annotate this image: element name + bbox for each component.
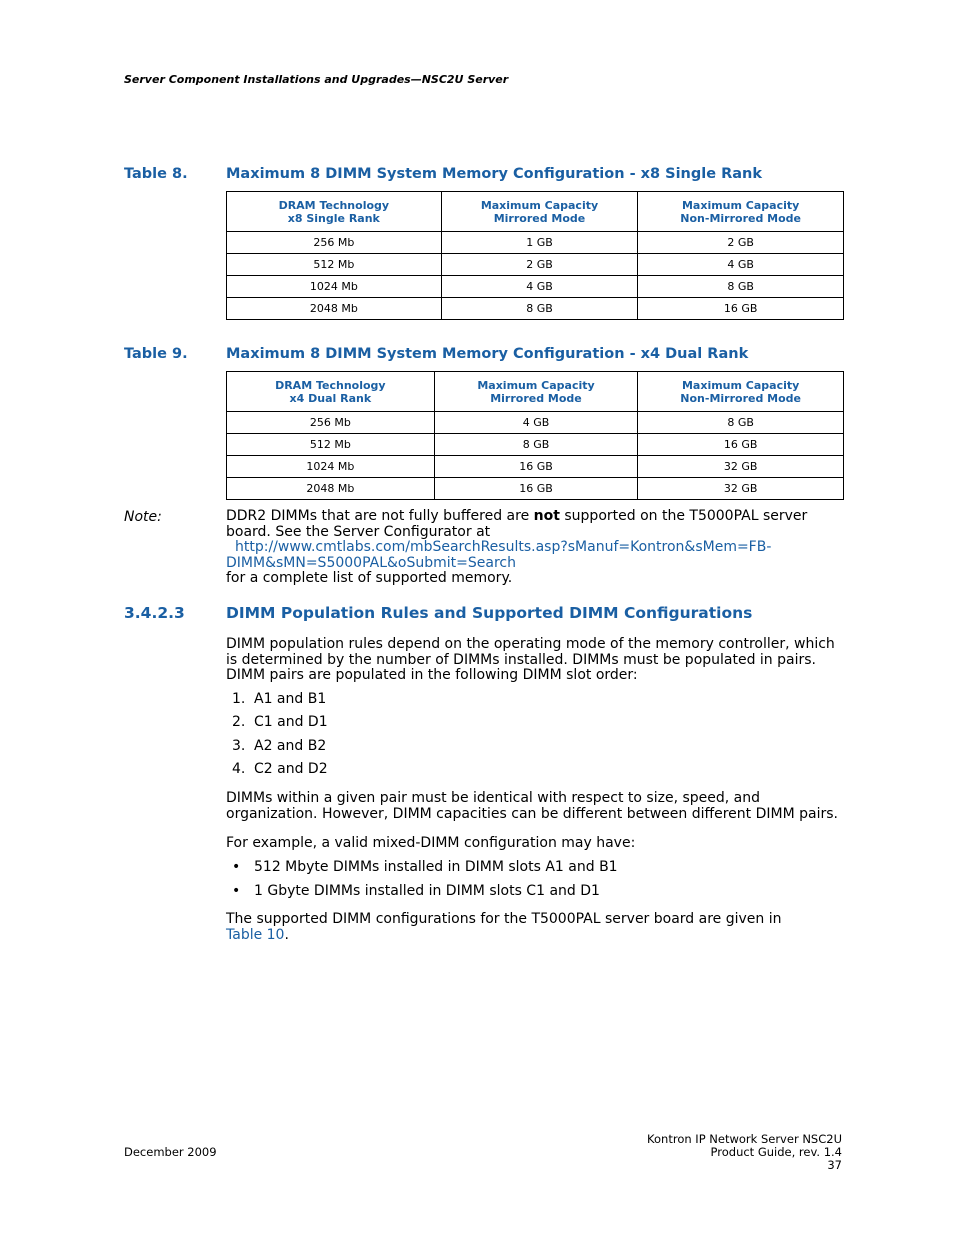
table-cell: 1 GB xyxy=(441,232,638,254)
footer-guide: Product Guide, rev. 1.4 xyxy=(710,1145,842,1159)
note-text: supported on the T5000PAL server board. See the Server Configurator at xyxy=(226,508,808,540)
table-cell: 8 GB xyxy=(638,412,844,434)
table-cell: 16 GB xyxy=(434,478,638,500)
table-10-link[interactable]: Table 10 xyxy=(226,926,285,943)
note-closing: for a complete list of supported memory. xyxy=(226,570,513,587)
table-8-title: Maximum 8 DIMM System Memory Configuration - x8 Single Rank xyxy=(226,166,763,182)
table-cell: 2048 Mb xyxy=(227,298,442,320)
section-number: 3.4.2.3 xyxy=(124,604,185,622)
table-cell: 2048 Mb xyxy=(227,478,435,500)
table-9 xyxy=(226,371,844,500)
column-header: Maximum Capacity Mirrored Mode xyxy=(441,192,638,232)
table-cell: 32 GB xyxy=(638,456,844,478)
table-cell: 8 GB xyxy=(441,298,638,320)
table-row xyxy=(227,412,844,434)
bullet-item: • 1 Gbyte DIMMs installed in DIMM slots C1 and D1 xyxy=(232,883,600,899)
closing-paragraph: The supported DIMM configurations for the T5000PAL server board are given in Table 10. xyxy=(226,911,782,943)
table-cell: 8 GB xyxy=(434,434,638,456)
list-item: 4. C2 and D2 xyxy=(232,761,328,777)
table-cell: 16 GB xyxy=(638,434,844,456)
table-header-row xyxy=(227,372,844,412)
list-item: 3. A2 and B2 xyxy=(232,738,327,754)
table-row xyxy=(227,276,844,298)
page-number: 37 xyxy=(827,1158,842,1172)
footer-product: Kontron IP Network Server NSC2U xyxy=(647,1132,842,1146)
table-cell: 16 GB xyxy=(638,298,844,320)
configurator-link[interactable]: DIMM&sMN=S5000PAL&oSubmit=Search xyxy=(226,554,516,571)
table-cell: 4 GB xyxy=(638,254,844,276)
table-cell: 512 Mb xyxy=(227,254,442,276)
footer-right xyxy=(647,1133,842,1172)
note-body xyxy=(226,509,846,587)
table-row xyxy=(227,232,844,254)
table-cell: 16 GB xyxy=(434,456,638,478)
pair-rule-paragraph: DIMMs within a given pair must be identical with respect to size, speed, and organization. However, DIMM capacities can be different between different DIMM pairs. xyxy=(226,790,838,822)
column-header: Maximum Capacity Non-Mirrored Mode xyxy=(638,192,844,232)
table-cell: 8 GB xyxy=(638,276,844,298)
footer-date: December 2009 xyxy=(124,1145,217,1159)
table-8-caption xyxy=(124,166,844,186)
table-9-caption xyxy=(124,346,844,366)
table-cell: 2 GB xyxy=(638,232,844,254)
column-header: DRAM Technology x8 Single Rank xyxy=(227,192,442,232)
table-row xyxy=(227,478,844,500)
configurator-link[interactable]: http://www.cmtlabs.com/mbSearchResults.asp?sManuf=Kontron&sMem=FB- xyxy=(235,539,772,556)
table-cell: 512 Mb xyxy=(227,434,435,456)
table-row xyxy=(227,434,844,456)
table-cell: 32 GB xyxy=(638,478,844,500)
section-heading xyxy=(124,604,844,624)
note-label: Note: xyxy=(124,509,162,525)
table-9-number: Table 9. xyxy=(124,346,188,362)
bullet-item: • 512 Mbyte DIMMs installed in DIMM slots A1 and B1 xyxy=(232,859,618,875)
table-cell: 2 GB xyxy=(441,254,638,276)
example-intro: For example, a valid mixed-DIMM configuration may have: xyxy=(226,835,636,851)
table-cell: 1024 Mb xyxy=(227,276,442,298)
column-header: DRAM Technology x4 Dual Rank xyxy=(227,372,435,412)
table-cell: 4 GB xyxy=(441,276,638,298)
table-cell: 256 Mb xyxy=(227,232,442,254)
note-emphasis: not xyxy=(533,508,560,524)
table-header-row xyxy=(227,192,844,232)
table-8-number: Table 8. xyxy=(124,166,188,182)
section-title: DIMM Population Rules and Supported DIMM Configurations xyxy=(226,604,753,622)
section-intro: DIMM population rules depend on the operating mode of the memory controller, which is determined by the number of DIMMs installed. DIMMs must be populated in pairs. DIMM pairs are populated in the following DIMM slot order: xyxy=(226,636,835,684)
table-8 xyxy=(226,191,844,320)
table-row xyxy=(227,254,844,276)
table-cell: 1024 Mb xyxy=(227,456,435,478)
running-header: Server Component Installations and Upgrades—NSC2U Server xyxy=(124,73,509,86)
table-row xyxy=(227,456,844,478)
column-header: Maximum Capacity Mirrored Mode xyxy=(434,372,638,412)
table-cell: 256 Mb xyxy=(227,412,435,434)
table-cell: 4 GB xyxy=(434,412,638,434)
table-row xyxy=(227,298,844,320)
note-text: DDR2 DIMMs that are not fully buffered are xyxy=(226,508,534,524)
list-item: 1. A1 and B1 xyxy=(232,691,327,707)
list-item: 2. C1 and D1 xyxy=(232,714,328,730)
table-9-title: Maximum 8 DIMM System Memory Configuration - x4 Dual Rank xyxy=(226,346,749,362)
column-header: Maximum Capacity Non-Mirrored Mode xyxy=(638,372,844,412)
